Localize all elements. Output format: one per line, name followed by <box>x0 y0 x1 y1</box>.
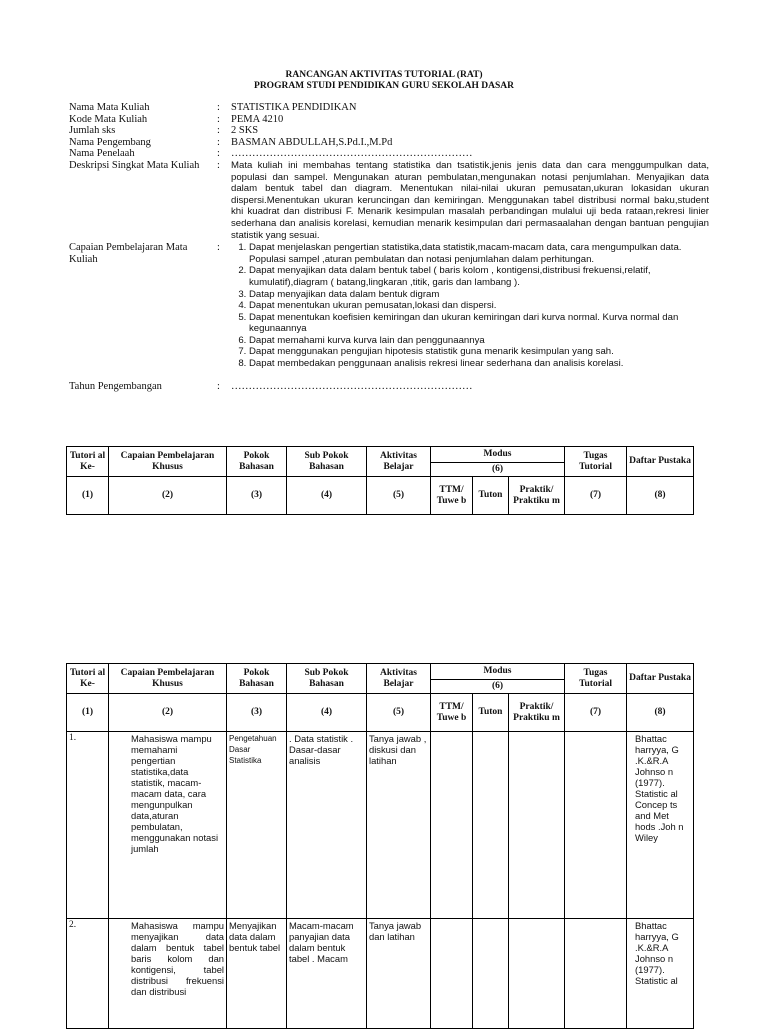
col-number: (1) <box>67 694 109 732</box>
row-praktik <box>509 919 565 1029</box>
document-title <box>0 70 768 92</box>
header-modus: Modus <box>431 447 565 463</box>
header-aktivitas: Aktivitas Belajar <box>367 664 431 694</box>
col-number: (4) <box>287 477 367 515</box>
row-capaian: Mahasiswa mampu memahami pengertian statistika,data statistik, macam-macam data, cara mengunpulkan data,aturan pembulatan, menggunakan notasi jumlah <box>109 732 227 919</box>
title-line-1: RANCANGAN AKTIVITAS TUTORIAL (RAT) <box>285 70 483 80</box>
row-number: 2. <box>67 919 109 1029</box>
meta-colon: : <box>217 159 220 171</box>
meta-colon: : <box>217 148 220 160</box>
col-number: (7) <box>565 477 627 515</box>
header-tuton: Tuton <box>473 694 509 732</box>
meta-colon: : <box>217 113 220 125</box>
meta-colon: : <box>217 125 220 137</box>
col-number: (5) <box>367 477 431 515</box>
meta-colon: : <box>217 102 220 113</box>
table-row <box>67 732 694 919</box>
col-number: (8) <box>627 477 694 515</box>
row-ttm <box>431 732 473 919</box>
header-pokok-bahasan: Pokok Bahasan <box>227 447 287 477</box>
learning-outcome-item: 6. Dapat memahami kurva kurva lain dan penggunaannya <box>249 335 709 347</box>
row-sub-pokok-bahasan: Macam-macam panyajian data dalam bentuk tabel . Macam <box>287 919 367 1029</box>
header-praktik: Praktik/ Praktiku m <box>509 477 565 515</box>
rat-table <box>66 663 694 1029</box>
row-sub-pokok-bahasan: . Data statistik . Dasar-dasar analisis <box>287 732 367 919</box>
header-modus-number: (6) <box>431 680 565 694</box>
row-tugas <box>565 919 627 1029</box>
header-praktik: Praktik/ Praktiku m <box>509 694 565 732</box>
meta-label: Kode Mata Kuliah <box>69 113 148 125</box>
row-aktivitas: Tanya jawab dan latihan <box>367 919 431 1029</box>
row-tugas <box>565 732 627 919</box>
row-capaian: Mahasiswa mampu menyajikan data dalam bentuk tabel baris kolom dan kontigensi, tabel distribusi frekuensi dan distribusi <box>109 919 227 1029</box>
header-sub-pokok-bahasan: Sub Pokok Bahasan <box>287 664 367 694</box>
col-number: (4) <box>287 694 367 732</box>
meta-label: Nama Mata Kuliah <box>69 102 150 113</box>
meta-row-capaian <box>69 242 709 370</box>
header-tugas: Tugas Tutorial <box>565 664 627 694</box>
header-daftar-pustaka: Daftar Pustaka <box>627 447 694 477</box>
col-number: (2) <box>109 694 227 732</box>
learning-outcome-item: 3. Datap menyajikan data dalam bentuk digram <box>249 289 709 301</box>
learning-outcome-item: 8. Dapat membedakan penggunaan analisis rekresi linear sederhana dan analisis korelasi. <box>249 358 709 370</box>
meta-row-deskripsi <box>69 160 709 241</box>
meta-row-nama-mata-kuliah <box>69 102 709 114</box>
learning-outcome-item: 7. Dapat menggunakan pengujian hipotesis statistik guna menarik kesimpulan yang sah. <box>249 346 709 358</box>
header-modus-number: (6) <box>431 463 565 477</box>
learning-outcome-item: 2. Dapat menyajikan data dalam bentuk tabel ( baris kolom , kontigensi,distribusi frekuensi,relatif, kumulatif),diagram ( batang,lingkaran ,titik, garis dan lambang ). <box>249 265 709 288</box>
header-modus: Modus <box>431 664 565 680</box>
table-row <box>67 919 694 1029</box>
meta-row-nama-pengembang <box>69 137 709 149</box>
header-capaian: Capaian Pembelajaran Khusus <box>109 447 227 477</box>
header-tutorial: Tutori al Ke- <box>67 447 109 477</box>
meta-value: 2 SKS <box>231 125 259 137</box>
header-capaian: Capaian Pembelajaran Khusus <box>109 664 227 694</box>
col-number: (2) <box>109 477 227 515</box>
meta-row-tahun <box>69 381 709 393</box>
meta-label: Nama Penelaah <box>69 148 135 160</box>
col-number: (5) <box>367 694 431 732</box>
header-tutorial: Tutori al Ke- <box>67 664 109 694</box>
meta-row-jumlah-sks <box>69 125 709 137</box>
row-aktivitas: Tanya jawab , diskusi dan latihan <box>367 732 431 919</box>
meta-label: Capaian Pembelajaran Mata Kuliah <box>69 242 188 265</box>
row-number: 1. <box>67 732 109 919</box>
meta-label: Nama Pengembang <box>69 136 151 148</box>
header-daftar-pustaka: Daftar Pustaka <box>627 664 694 694</box>
meta-value: BASMAN ABDULLAH,S.Pd.I.,M.Pd <box>231 136 393 148</box>
col-number: (3) <box>227 477 287 515</box>
header-tugas: Tugas Tutorial <box>565 447 627 477</box>
row-pokok-bahasan: Menyajikan data dalam bentuk tabel <box>227 919 287 1029</box>
learning-outcome-item: 4. Dapat menentukan ukuran pemusatan,lokasi dan dispersi. <box>249 300 709 312</box>
meta-value: …………………………………………………………… <box>231 380 473 392</box>
row-pokok-bahasan: Pengetahuan Dasar Statistika <box>227 732 287 919</box>
meta-value: STATISTIKA PENDIDIKAN <box>231 102 357 113</box>
meta-value <box>231 242 709 370</box>
meta-row-kode-mata-kuliah <box>69 114 709 126</box>
header-aktivitas: Aktivitas Belajar <box>367 447 431 477</box>
rat-table-header-only <box>66 446 694 515</box>
meta-value: …………………………………………………………… <box>231 148 473 160</box>
row-praktik <box>509 732 565 919</box>
row-daftar-pustaka: Bhattac harryya, G .K.&R.A Johnso n (1977). Statistic al Concep ts and Met hods .Joh n Wiley <box>627 732 694 919</box>
meta-label: Tahun Pengembangan <box>69 380 162 392</box>
course-metadata <box>69 102 709 392</box>
header-ttm: TTM/ Tuwe b <box>431 477 473 515</box>
meta-row-nama-penelaah <box>69 148 709 160</box>
col-number: (8) <box>627 694 694 732</box>
learning-outcome-item: 1. Dapat menjelaskan pengertian statistika,data statistik,macam-macam data, cara mengumpulkan data. Populasi sampel ,aturan pembulatan dan notasi penjumlahan dalam perhitungan. <box>249 242 709 265</box>
meta-colon: : <box>217 136 220 148</box>
course-description: Mata kuliah ini membahas tentang statistika dan tsatistik,jenis jenis data dan cara menggumpulkan data, populasi dan sampel. Mengunakan aturan pembulatan,mengunakan notasi penjumlahan. Menyajikan data dalam bentuk tabel dan diagram. Menentukan nilai-nilai ukuran pemusatan,ukuran lokasidan ukuran dispersi.Menentukan ukuran keruncingan dan kemiringan. Menggunakan tabel distribusi normal baku,student khi kuadrat dan distribusi F. Menarik kesimpulan masalah perbandingan mulalui uji beda rataan,rekresi linier sederhana dan analisis korelasi, kemudian menarik kesimpulan dari permasaalahan dengan bantuan pengujian statistik yang sesuai. <box>231 159 709 241</box>
header-pokok-bahasan: Pokok Bahasan <box>227 664 287 694</box>
meta-colon: : <box>217 380 220 392</box>
row-daftar-pustaka: Bhattac harryya, G .K.&R.A Johnso n (1977). Statistic al <box>627 919 694 1029</box>
title-line-2: PROGRAM STUDI PENDIDIKAN GURU SEKOLAH DASAR <box>254 81 514 91</box>
meta-value: PEMA 4210 <box>231 113 284 125</box>
meta-colon: : <box>217 242 220 254</box>
row-tuton <box>473 732 509 919</box>
row-ttm <box>431 919 473 1029</box>
col-number: (3) <box>227 694 287 732</box>
meta-label: Jumlah sks <box>69 125 116 137</box>
meta-label: Deskripsi Singkat Mata Kuliah <box>69 159 200 171</box>
learning-outcome-item: 5. Dapat menentukan koefisien kemiringan dan ukuran kemiringan dari kurva normal. Kurva normal dan kegunaannya <box>249 312 709 335</box>
header-sub-pokok-bahasan: Sub Pokok Bahasan <box>287 447 367 477</box>
col-number: (7) <box>565 694 627 732</box>
header-ttm: TTM/ Tuwe b <box>431 694 473 732</box>
row-tuton <box>473 919 509 1029</box>
learning-outcomes-list <box>231 242 709 370</box>
col-number: (1) <box>67 477 109 515</box>
header-tuton: Tuton <box>473 477 509 515</box>
